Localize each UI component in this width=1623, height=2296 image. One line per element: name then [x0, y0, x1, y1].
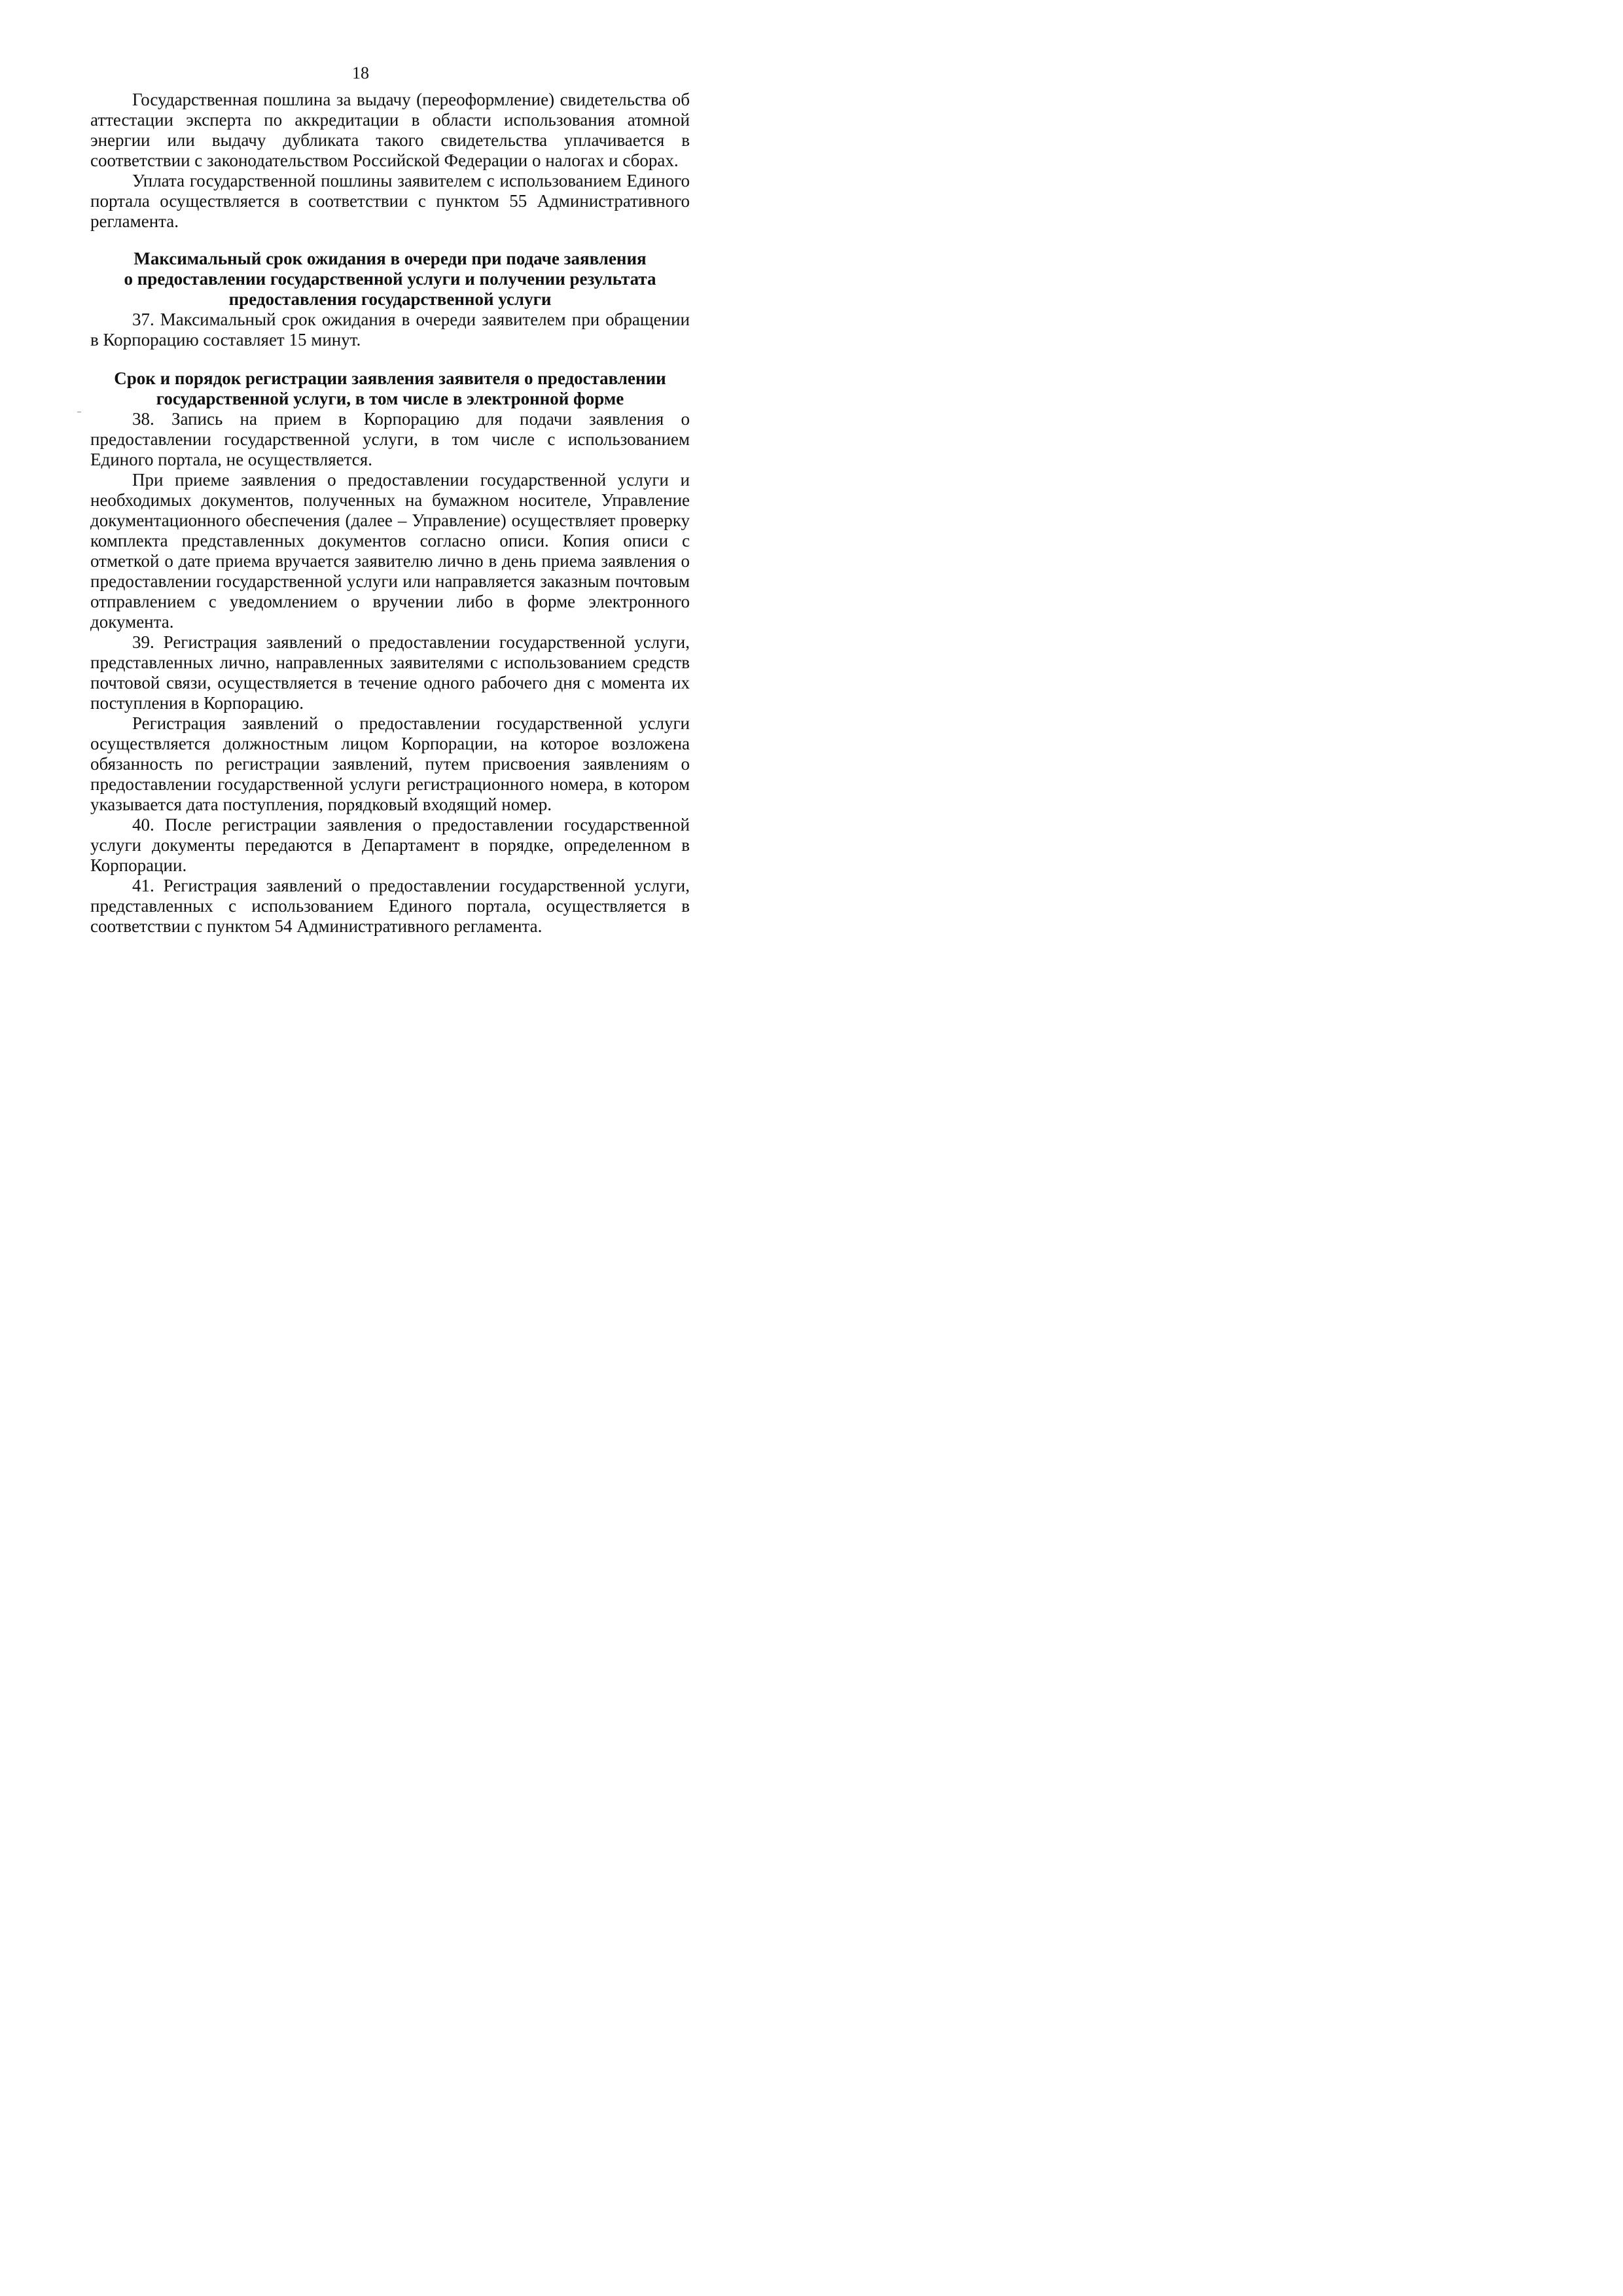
section-queue-time [90, 249, 690, 350]
section-heading-line: Максимальный срок ожидания в очереди при подаче заявления [134, 249, 647, 268]
section-heading-line: предоставления государственной услуги [228, 289, 552, 309]
paragraph-registration-officer: Регистрация заявлений о предоставлении государственной услуги осуществляется должностным лицом Корпорации, на которое возложена обязанность по регистрации заявлений, путем присвоения заявлениям о предоставлении государственной услуги регистрационного номера, в котором указывается дата поступления, порядковый входящий номер. [90, 713, 690, 814]
paragraph-41: 41. Регистрация заявлений о предоставлении государственной услуги, представленных с использованием Единого портала, осуществляется в соответствии с пунктом 54 Административного регламента. [90, 876, 690, 936]
paragraph-39: 39. Регистрация заявлений о предоставлении государственной услуги, представленных лично, направленных заявителями с использованием средств почтовой связи, осуществляется в течение одного рабочего дня с момента их поступления в Корпорацию. [90, 632, 690, 713]
section-registration [90, 368, 690, 937]
paragraph-37: 37. Максимальный срок ожидания в очереди заявителем при обращении в Корпорацию составляет 15 минут. [90, 310, 690, 350]
section-heading-line: о предоставлении государственной услуги и получении результата [124, 269, 656, 289]
fee-paragraphs [90, 90, 690, 232]
paragraph-fee-payment-portal: Уплата государственной пошлины заявителем с использованием Единого портала осуществляется в соответствии с пунктом 55 Административного регламента. [90, 171, 690, 231]
paragraph-40: 40. После регистрации заявления о предоставлении государственной услуги документы передаются в Департамент в порядке, определенном в Корпорации. [90, 815, 690, 875]
paragraph-document-acceptance: При приеме заявления о предоставлении государственной услуги и необходимых документов, полученных на бумажном носителе, Управление документационного обеспечения (далее – Управление) осуществляет проверку комплекта представленных документов согласно описи. Копия описи с отметкой о дате приема вручается заявителю лично в день приема заявления о предоставлении государственной услуги или направляется заказным почтовым отправлением с уведомлением о вручении либо в форме электронного документа. [90, 470, 690, 632]
document-page [0, 0, 721, 1020]
section-heading-line: государственной услуги, в том числе в электронной форме [156, 389, 624, 408]
page-number: 18 [352, 63, 369, 82]
paragraph-38: 38. Запись на прием в Корпорацию для подачи заявления о предоставлении государственной услуги, в том числе с использованием Единого портала, не осуществляется. [90, 409, 690, 469]
paragraph-state-fee: Государственная пошлина за выдачу (переоформление) свидетельства об аттестации эксперта по аккредитации в области использования атомной энергии или выдачу дубликата такого свидетельства уплачивается в соответствии с законодательством Российской Федерации о налогах и сборах. [90, 90, 690, 170]
section-heading-line: Срок и порядок регистрации заявления заявителя о предоставлении [114, 368, 666, 388]
